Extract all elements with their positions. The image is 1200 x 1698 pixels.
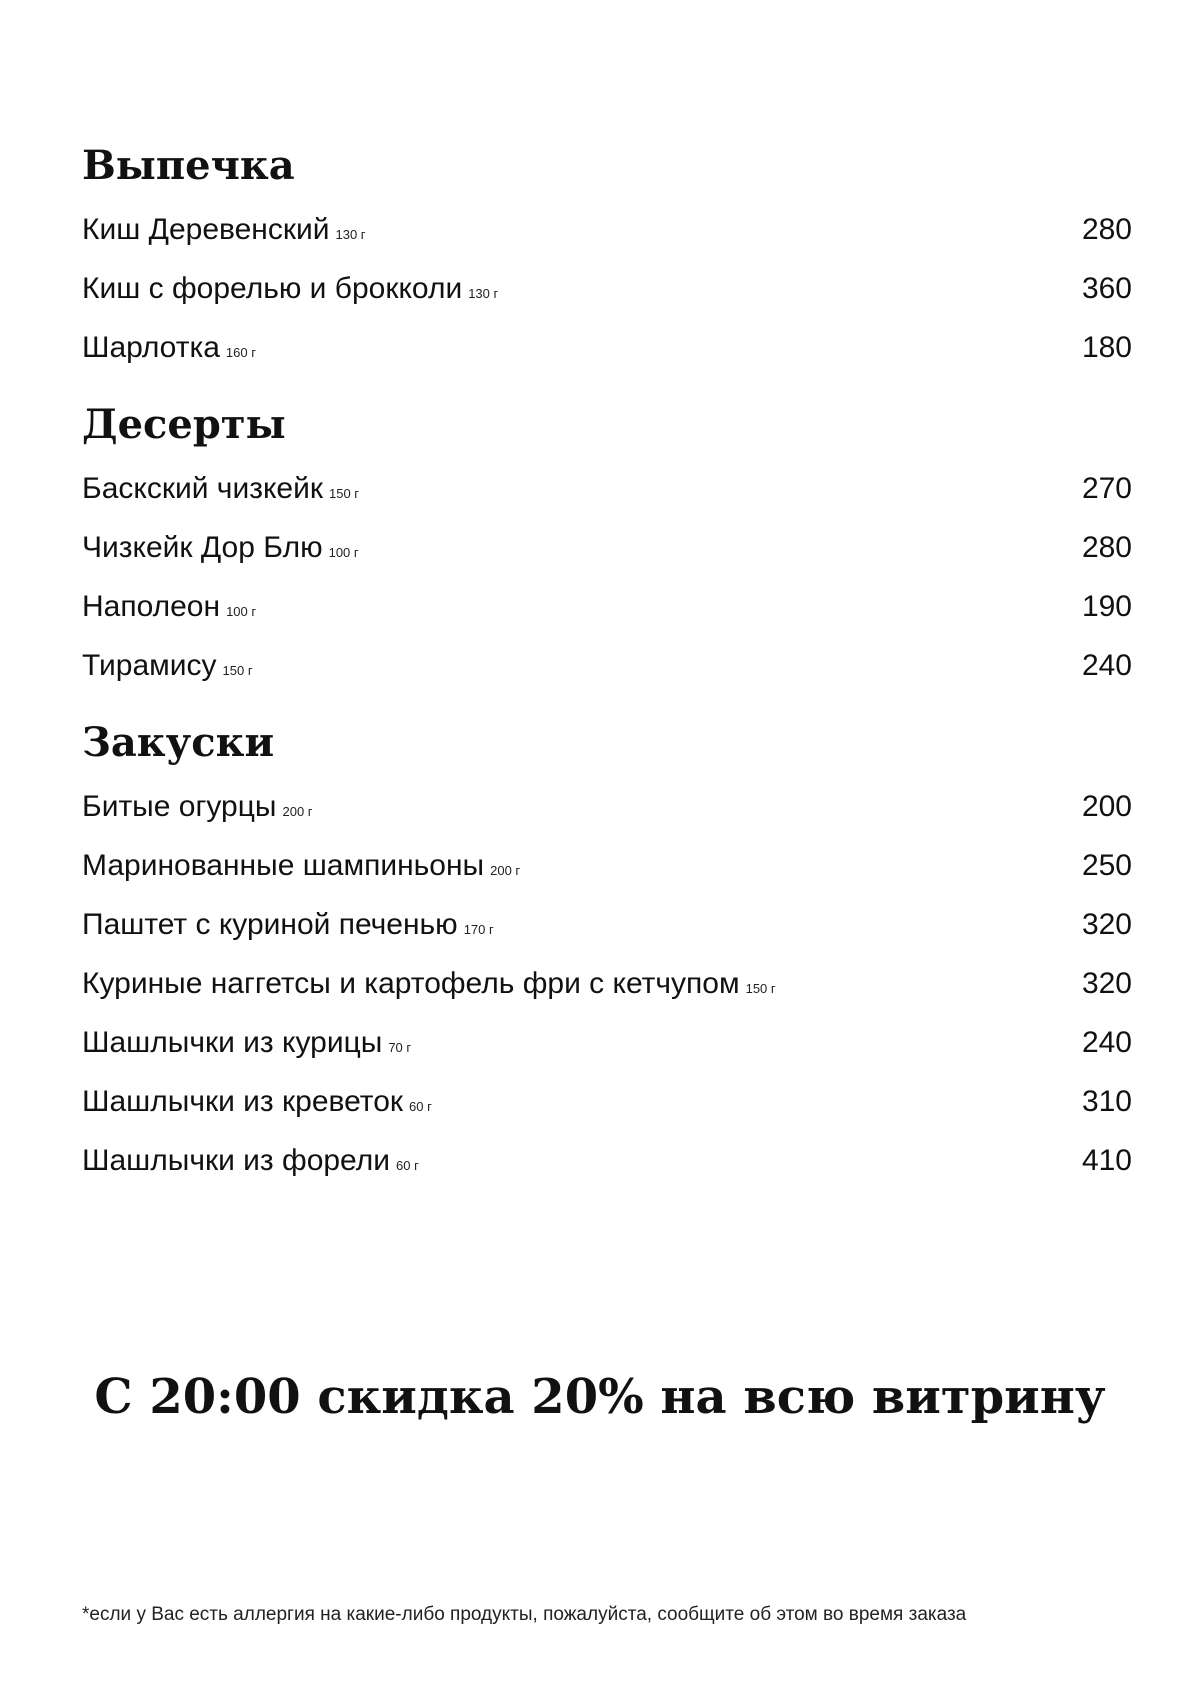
item-price: 410: [1081, 1144, 1132, 1177]
menu-item: [82, 459, 1132, 518]
item-name: Шашлычки из курицы: [82, 1026, 383, 1059]
item-name: Баскский чизкейк: [82, 472, 323, 505]
item-price: 190: [1081, 590, 1132, 623]
menu-item: [82, 836, 1132, 895]
item-price: 240: [1081, 649, 1132, 682]
menu: [82, 140, 1132, 1190]
item-weight: 200 г: [490, 863, 521, 878]
item-price: 360: [1081, 272, 1132, 305]
item-name: Наполеон: [82, 590, 221, 623]
item-weight: 150 г: [222, 663, 253, 678]
item-name: Битые огурцы: [82, 790, 277, 823]
item-name: Паштет с куриной печенью: [82, 908, 458, 941]
item-weight: 100 г: [226, 604, 257, 619]
section-bakery: [82, 140, 1132, 377]
menu-item: [82, 954, 1132, 1013]
menu-item: [82, 518, 1132, 577]
menu-item: [82, 895, 1132, 954]
item-price: 180: [1081, 331, 1132, 364]
item-weight: 60 г: [396, 1158, 419, 1173]
item-name: Шашлычки из креветок: [82, 1085, 404, 1118]
section-snacks: [82, 717, 1132, 1190]
item-price: 270: [1081, 472, 1132, 505]
item-weight: 160 г: [225, 345, 256, 360]
item-weight: 130 г: [335, 227, 366, 242]
section-title: Закуски: [82, 719, 275, 766]
item-name: Чизкейк Дор Блю: [82, 531, 323, 564]
item-name: Киш с форелью и брокколи: [82, 272, 463, 305]
item-name: Шашлычки из форели: [82, 1144, 391, 1177]
item-name: Куриные наггетсы и картофель фри с кетчупом: [82, 967, 740, 1000]
item-weight: 70 г: [388, 1040, 412, 1055]
item-weight: 200 г: [282, 804, 313, 819]
item-weight: 100 г: [328, 545, 359, 560]
item-price: 240: [1081, 1026, 1132, 1059]
item-price: 200: [1081, 790, 1132, 823]
menu-item: [82, 318, 1132, 377]
item-price: 280: [1081, 531, 1132, 564]
section-title: Десерты: [82, 401, 286, 448]
menu-item: [82, 777, 1132, 836]
item-weight: 150 г: [328, 486, 360, 501]
menu-item: [82, 1013, 1132, 1072]
item-price: 310: [1081, 1085, 1132, 1118]
item-weight: 130 г: [468, 286, 499, 301]
item-name: Тирамису: [82, 649, 217, 682]
section-title: Выпечка: [82, 142, 295, 189]
item-price: 320: [1081, 908, 1132, 941]
allergy-footnote: *если у Вас есть аллергия на какие-либо продукты, пожалуйста, сообщите об этом во время заказа: [82, 1604, 967, 1625]
menu-item: [82, 1072, 1132, 1131]
item-price: 280: [1081, 213, 1132, 246]
item-weight: 60 г: [409, 1099, 432, 1114]
item-name: Шарлотка: [82, 331, 220, 364]
section-desserts: [82, 399, 1132, 695]
menu-item: [82, 1131, 1132, 1190]
menu-item: [82, 577, 1132, 636]
item-name: Маринованные шампиньоны: [82, 849, 485, 882]
item-weight: 150 г: [745, 981, 776, 996]
item-price: 320: [1081, 967, 1132, 1000]
item-weight: 170 г: [463, 922, 494, 937]
item-price: 250: [1081, 849, 1132, 882]
promo-banner: С 20:00 скидка 20% на всю витрину: [94, 1369, 1106, 1425]
item-name: Киш Деревенский: [82, 213, 330, 246]
menu-item: [82, 200, 1132, 259]
menu-item: [82, 259, 1132, 318]
menu-item: [82, 636, 1132, 695]
